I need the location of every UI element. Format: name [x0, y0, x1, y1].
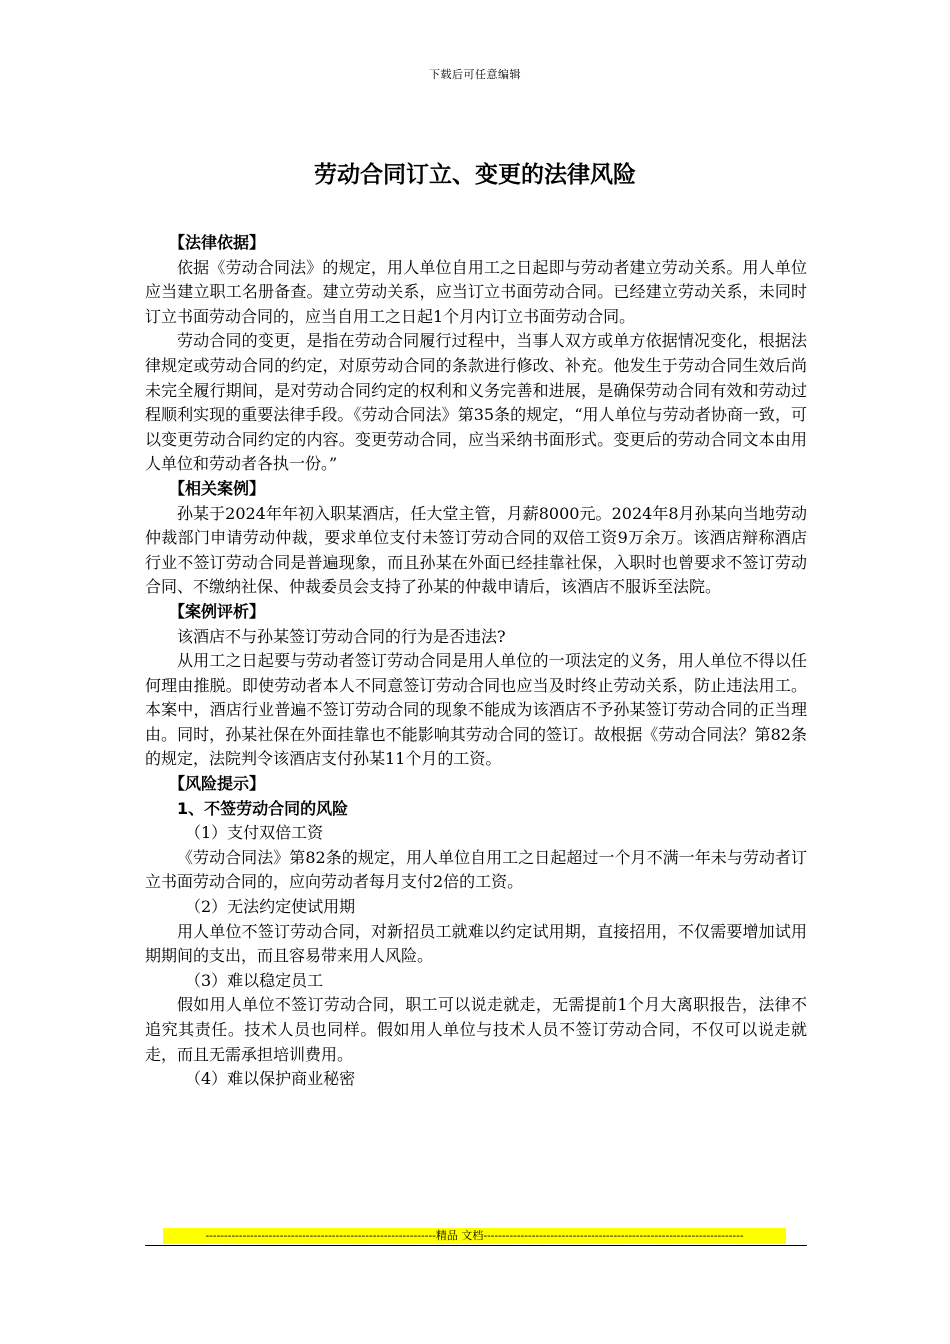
document-title: 劳动合同订立、变更的法律风险: [314, 162, 636, 188]
item-title: （2）无法约定使试用期: [185, 897, 356, 917]
subheading-no-contract-risk: 1、不签劳动合同的风险: [177, 798, 349, 818]
footer-highlight-band: --------------------------------------------------------------精品 文档----------------------------------------------------------------------: [163, 1228, 786, 1244]
item-title: （1）支付双倍工资: [185, 823, 324, 843]
section-heading-case-analysis: 【案例评析】: [169, 601, 266, 621]
page-header-note: 下载后可任意编辑: [429, 68, 521, 81]
document-body: [145, 231, 807, 1092]
section-heading-related-case: 【相关案例】: [169, 478, 266, 498]
section-heading-legal-basis: 【法律依据】: [169, 233, 266, 252]
paragraph: 用人单位不签订劳动合同，对新招员工就难以约定试用期，直接招用，不仅需要增加试用期期间的支出，而且容易带来用人风险。: [145, 921, 807, 966]
footer-divider: [145, 1245, 807, 1246]
paragraph: 假如用人单位不签订劳动合同，职工可以说走就走，无需提前1个月大离职报告，法律不追究其责任。技术人员也同样。假如用人单位与技术人员不签订劳动合同，不仅可以说走就走，而且无需承担培训费用。: [145, 995, 807, 1064]
item-title: （3）难以稳定员工: [185, 970, 324, 990]
paragraph: 依据《劳动合同法》的规定，用人单位自用工之日起即与劳动者建立劳动关系。用人单位应当建立职工名册备查。建立劳动关系，应当订立书面劳动合同。已经建立劳动关系，未同时订立书面劳动合同的，应当自用工之日起1个月内订立书面劳动合同。: [145, 257, 807, 326]
paragraph: 《劳动合同法》第82条的规定，用人单位自用工之日起超过一个月不满一年未与劳动者订立书面劳动合同的，应向劳动者每月支付2倍的工资。: [145, 847, 807, 892]
paragraph: 孙某于2024年年初入职某酒店，任大堂主管，月薪8000元。2024年8月孙某向当地劳动仲裁部门申请劳动仲裁，要求单位支付未签订劳动合同的双倍工资9万余万。该酒店辩称酒店行业不签订劳动合同是普遍现象，而且孙某在外面已经挂靠社保，入职时也曾要求不签订劳动合同、不缴纳社保、仲裁委员会支持了孙某的仲裁申请后，该酒店不服诉至法院。: [145, 503, 807, 597]
section-heading-risk-tips: 【风险提示】: [169, 774, 266, 794]
item-title: （4）难以保护商业秘密: [185, 1069, 356, 1089]
paragraph: 劳动合同的变更，是指在劳动合同履行过程中，当事人双方或单方依据情况变化，根据法律规定或劳动合同的约定，对原劳动合同的条款进行修改、补充。他发生于劳动合同生效后尚未完全履行期间，是对劳动合同约定的权利和义务完善和进展，是确保劳动合同有效和劳动过程顺利实现的重要法律手段。《劳动合同法》第35条的规定，“用人单位与劳动者协商一致，可以变更劳动合同约定的内容。变更劳动合同，应当采纳书面形式。变更后的劳动合同文本由用人单位和劳动者各执一份。”: [145, 331, 807, 474]
paragraph: 从用工之日起要与劳动者签订劳动合同是用人单位的一项法定的义务，用人单位不得以任何理由推脱。即使劳动者本人不同意签订劳动合同也应当及时终止劳动关系，防止违法用工。本案中，酒店行业普遍不签订劳动合同的现象不能成为该酒店不予孙某签订劳动合同的正当理由。同时，孙某社保在外面挂靠也不能影响其劳动合同的签订。故根据《劳动合同法？第82条的规定，法院判令该酒店支付孙某11个月的工资。: [145, 651, 807, 769]
paragraph: 该酒店不与孙某签订劳动合同的行为是否违法?: [177, 626, 506, 646]
